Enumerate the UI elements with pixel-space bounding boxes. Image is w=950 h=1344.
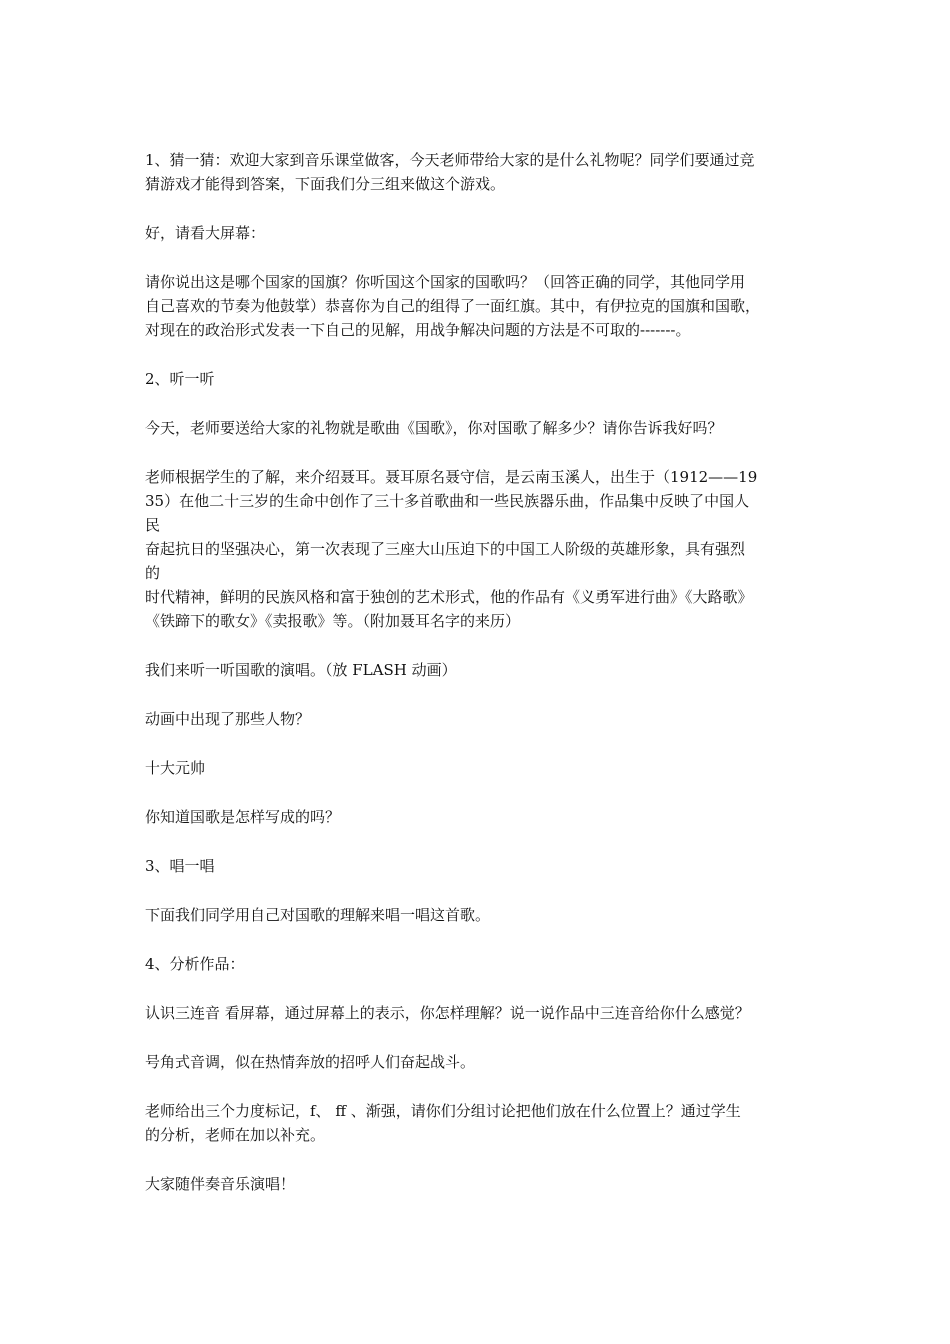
paragraph-bugle-tone [145, 1050, 825, 1074]
section-heading-listen [145, 367, 825, 391]
paragraph-gift-song [145, 416, 825, 440]
text-line: 对现在的政治形式发表一下自己的见解，用战争解决问题的方法是不可取的-------。 [145, 321, 691, 339]
text-line: 猜游戏才能得到答案，下面我们分三组来做这个游戏。 [145, 175, 506, 193]
paragraph-guess-intro [145, 148, 825, 196]
paragraph-look-screen [145, 221, 825, 245]
text-line: 今天，老师要送给大家的礼物就是歌曲《国歌》，你对国歌了解多少？请你告诉我好吗？ [145, 419, 723, 437]
text-line: 3、唱一唱 [145, 857, 215, 875]
paragraph-how-written [145, 805, 825, 829]
text-line: 4、分析作品： [145, 955, 245, 973]
text-line: 民 [145, 516, 161, 534]
text-line: 十大元帅 [145, 759, 206, 777]
paragraph-nie-er-intro [145, 465, 825, 633]
paragraph-flag-question [145, 270, 825, 342]
text-line: 老师给出三个力度标记，f、 ff 、渐强，请你们分组讨论把他们放在什么位置上？通过学生 [145, 1102, 741, 1120]
text-line: 的分析，老师在加以补充。 [145, 1126, 326, 1144]
text-line: 35）在他二十三岁的生命中创作了三十多首歌曲和一些民族器乐曲，作品集中反映了中国人 [145, 492, 750, 510]
paragraph-dynamics [145, 1099, 825, 1147]
text-line: 请你说出这是哪个国家的国旗？你听国这个国家的国歌吗？（回答正确的同学，其他同学用 [145, 273, 746, 291]
text-line: 大家随伴奏音乐演唱！ [145, 1175, 296, 1193]
section-heading-analyze [145, 952, 825, 976]
text-line: 下面我们同学用自己对国歌的理解来唱一唱这首歌。 [145, 906, 491, 924]
paragraph-triplet [145, 1001, 825, 1025]
text-line: 奋起抗日的坚强决心，第一次表现了三座大山压迫下的中国工人阶级的英雄形象，具有强烈 [145, 540, 746, 558]
paragraph-animation-question [145, 707, 825, 731]
document-body [145, 148, 825, 1221]
paragraph-sing-with-accompaniment [145, 1172, 825, 1196]
section-heading-sing [145, 854, 825, 878]
text-line: 1、猜一猜：欢迎大家到音乐课堂做客，今天老师带给大家的是什么礼物呢？同学们要通过竞 [145, 151, 755, 169]
text-line: 号角式音调，似在热情奔放的招呼人们奋起战斗。 [145, 1053, 476, 1071]
text-line: 认识三连音 看屏幕，通过屏幕上的表示，你怎样理解？说一说作品中三连音给你什么感觉？ [145, 1004, 750, 1022]
paragraph-sing-together [145, 903, 825, 927]
text-line: 《铁蹄下的歌女》《卖报歌》等。（附加聂耳名字的来历） [145, 612, 521, 630]
text-line: 的 [145, 564, 161, 582]
text-line: 2、听一听 [145, 370, 215, 388]
paragraph-listen-anthem [145, 658, 825, 682]
text-line: 我们来听一听国歌的演唱。（放 FLASH 动画） [145, 661, 457, 679]
text-line: 老师根据学生的了解，来介绍聂耳。聂耳原名聂守信，是云南玉溪人，出生于（1912——19 [145, 468, 758, 486]
text-line: 自己喜欢的节奏为他鼓掌）恭喜你为自己的组得了一面红旗。其中，有伊拉克的国旗和国歌， [145, 297, 761, 315]
text-line: 动画中出现了那些人物？ [145, 710, 311, 728]
text-line: 好，请看大屏幕： [145, 224, 266, 242]
text-line: 你知道国歌是怎样写成的吗？ [145, 808, 341, 826]
text-line: 时代精神，鲜明的民族风格和富于独创的艺术形式，他的作品有《义勇军进行曲》《大路歌》 [145, 588, 753, 606]
paragraph-ten-marshals [145, 756, 825, 780]
